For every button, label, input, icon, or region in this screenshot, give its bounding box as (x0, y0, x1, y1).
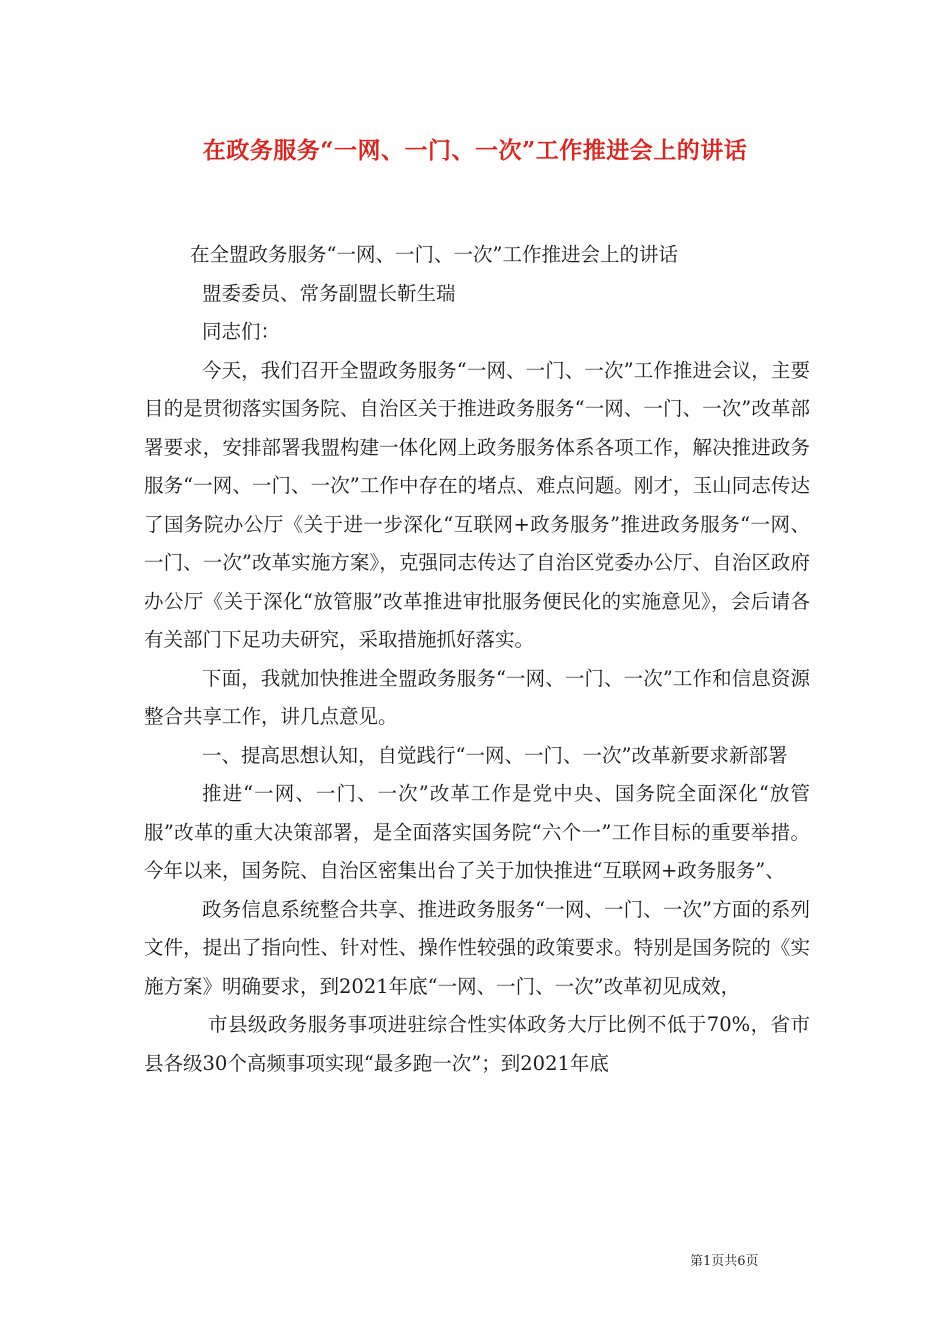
body-paragraph: 推进“一网、一门、一次”改革工作是党中央、国务院全面深化“放管服”改革的重大决策部署，是全面落实国务院“六个一”工作目标的重要举措。今年以来，国务院、自治区密集出台了关于加快推进“互联网+政务服务”、 (144, 782, 810, 882)
document-body (144, 236, 810, 1083)
body-paragraph: 政务信息系统整合共享、推进政务服务“一网、一门、一次”方面的系列文件，提出了指向性、针对性、操作性较强的政策要求。特别是国务院的《实施方案》明确要求，到2021年底“一网、一门、一次”改革初见成效， (144, 897, 810, 998)
body-paragraph: 下面，我就加快推进全盟政务服务“一网、一门、一次”工作和信息资源整合共享工作，讲几点意见。 (144, 666, 810, 728)
speaker-line: 盟委委员、常务副盟长靳生瑞 (202, 281, 456, 305)
page-indicator: 第1页共6页 (690, 1254, 759, 1269)
body-paragraph: 今天，我们召开全盟政务服务“一网、一门、一次”工作推进会议，主要目的是贯彻落实国务院、自治区关于推进政务服务“一网、一门、一次”改革部署要求，安排部署我盟构建一体化网上政务服务体系各项工作，解决推进政务服务“一网、一门、一次”工作中存在的堵点、难点问题。刚才，玉山同志传达了国务院办公厅《关于进一步深化“互联网+政务服务”推进政务服务“一网、一门、一次”改革实施方案》，克强同志传达了自治区党委办公厅、自治区政府办公厅《关于深化“放管服”改革推进审批服务便民化的实施意见》，会后请各有关部门下足功夫研究，采取措施抓好落实。 (144, 358, 810, 651)
section-heading: 一、提高思想认知，自觉践行“一网、一门、一次”改革新要求新部署 (202, 743, 788, 767)
salutation: 同志们： (202, 320, 281, 343)
document-title: 在政务服务“一网、一门、一次”工作推进会上的讲话 (202, 137, 748, 164)
subtitle-paragraph: 在全盟政务服务“一网、一门、一次”工作推进会上的讲话 (190, 243, 678, 266)
body-paragraph: 市县级政务服务事项进驻综合性实体政务大厅比例不低于70%，省市县各级30个高频事项实现“最多跑一次”；到2021年底 (144, 1013, 810, 1075)
